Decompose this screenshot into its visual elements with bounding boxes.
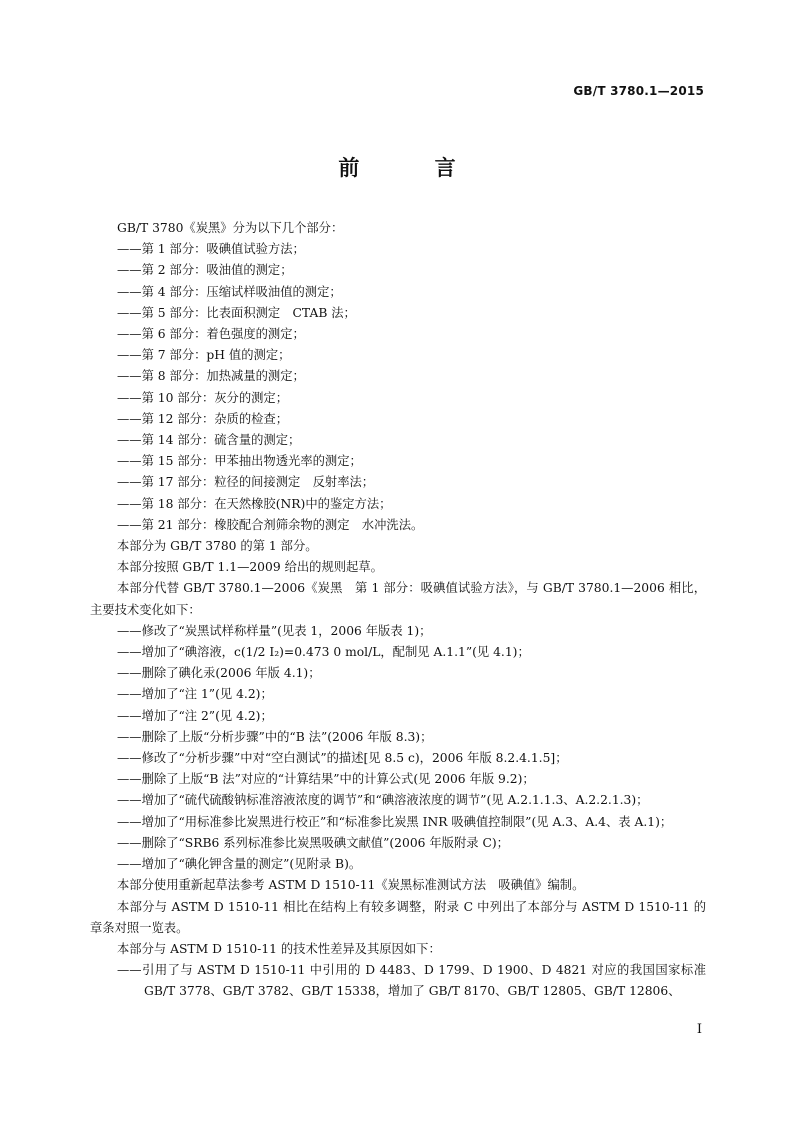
part-item: ——第 2 部分：吸油值的测定； bbox=[117, 263, 293, 278]
page-number: I bbox=[696, 1022, 702, 1037]
change-item: ——删除了上版“B 法”对应的“计算结果”中的计算公式(见 2006 年版 9.2)； bbox=[117, 772, 535, 787]
page-title: 前 言 bbox=[338, 156, 490, 180]
part-item: ——第 15 部分：甲苯抽出物透光率的测定； bbox=[117, 454, 362, 469]
part-item: ——第 8 部分：加热减量的测定； bbox=[117, 369, 305, 384]
structure-paragraph: 本部分与 ASTM D 1510-11 相比在结构上有较多调整，附录 C 中列出了本部分与 ASTM D 1510-11 的章条对照一览表。 bbox=[90, 899, 706, 935]
part-item: ——第 10 部分：灰分的测定； bbox=[117, 390, 289, 405]
drafting-paragraph: 本部分按照 GB/T 1.1—2009 给出的规则起草。 bbox=[117, 560, 383, 575]
change-item: ——修改了“分析步骤”中对“空白测试”的描述[见 8.5 c)，2006 年版 8.2.4.1.5]； bbox=[117, 751, 568, 766]
part-item: ——第 7 部分：pH 值的测定； bbox=[117, 348, 291, 363]
change-item: ——增加了“注 1”(见 4.2)； bbox=[117, 687, 273, 702]
change-item: ——删除了上版“分析步骤”中的“B 法”(2006 年版 8.3)； bbox=[117, 729, 433, 744]
part-item: ——第 14 部分：硫含量的测定； bbox=[117, 433, 301, 448]
part-item: ——第 4 部分：压缩试样吸油值的测定； bbox=[117, 284, 342, 299]
change-item: ——修改了“炭黑试样称样量”(见表 1，2006 年版表 1)； bbox=[117, 623, 432, 638]
change-item: ——增加了“碘化钾含量的测定”(见附录 B)。 bbox=[117, 857, 362, 872]
part1-paragraph: 本部分为 GB/T 3780 的第 1 部分。 bbox=[117, 539, 318, 554]
foreword-body bbox=[90, 218, 706, 1003]
part-item: ——第 5 部分：比表面积测定 CTAB 法； bbox=[117, 305, 356, 320]
part-item: ——第 1 部分：吸碘值试验方法； bbox=[117, 242, 305, 257]
standard-code: GB/T 3780.1—2015 bbox=[573, 84, 704, 98]
part-item: ——第 21 部分：橡胶配合剂筛余物的测定 水冲洗法。 bbox=[117, 517, 424, 532]
redraft-paragraph: 本部分使用重新起草法参考 ASTM D 1510-11《炭黑标准测试方法 吸碘值》编制。 bbox=[117, 878, 585, 893]
change-item: ——增加了“硫代硫酸钠标准溶液浓度的调节”和“碘溶液浓度的调节”(见 A.2.1.1.3、A.2.2.1.3)； bbox=[117, 793, 649, 808]
change-item: ——增加了“用标准参比炭黑进行校正”和“标准参比炭黑 INR 吸碘值控制限”(见 A.3、A.4、表 A.1)； bbox=[117, 814, 673, 829]
diff-item: ——引用了与 ASTM D 1510-11 中引用的 D 4483、D 1799、D 1900、D 4821 对应的我国国家标准 GB/T 3778、GB/T 3782、GB/T 15338，增加了 GB/T 8170、GB/T 12805、GB/T 12806、 bbox=[117, 963, 706, 999]
diff-paragraph: 本部分与 ASTM D 1510-11 的技术性差异及其原因如下： bbox=[117, 941, 441, 956]
part-item: ——第 18 部分：在天然橡胶(NR)中的鉴定方法； bbox=[117, 496, 392, 511]
change-item: ——增加了“碘溶液，c(1/2 I₂)=0.473 0 mol/L，配制见 A.1.1”(见 4.1)； bbox=[117, 645, 530, 660]
part-item: ——第 6 部分：着色强度的测定； bbox=[117, 327, 305, 342]
replace-paragraph: 本部分代替 GB/T 3780.1—2006《炭黑 第 1 部分：吸碘值试验方法》，与 GB/T 3780.1—2006 相比，主要技术变化如下： bbox=[90, 581, 706, 617]
part-item: ——第 12 部分：杂质的检查； bbox=[117, 411, 289, 426]
change-item: ——删除了“SRB6 系列标准参比炭黑吸碘文献值”(2006 年版附录 C)； bbox=[117, 835, 509, 850]
intro-paragraph: GB/T 3780《炭黑》分为以下几个部分： bbox=[117, 221, 344, 235]
part-item: ——第 17 部分：粒径的间接测定 反射率法； bbox=[117, 475, 375, 490]
change-item: ——删除了碘化汞(2006 年版 4.1)； bbox=[117, 666, 321, 681]
change-item: ——增加了“注 2”(见 4.2)； bbox=[117, 708, 273, 723]
